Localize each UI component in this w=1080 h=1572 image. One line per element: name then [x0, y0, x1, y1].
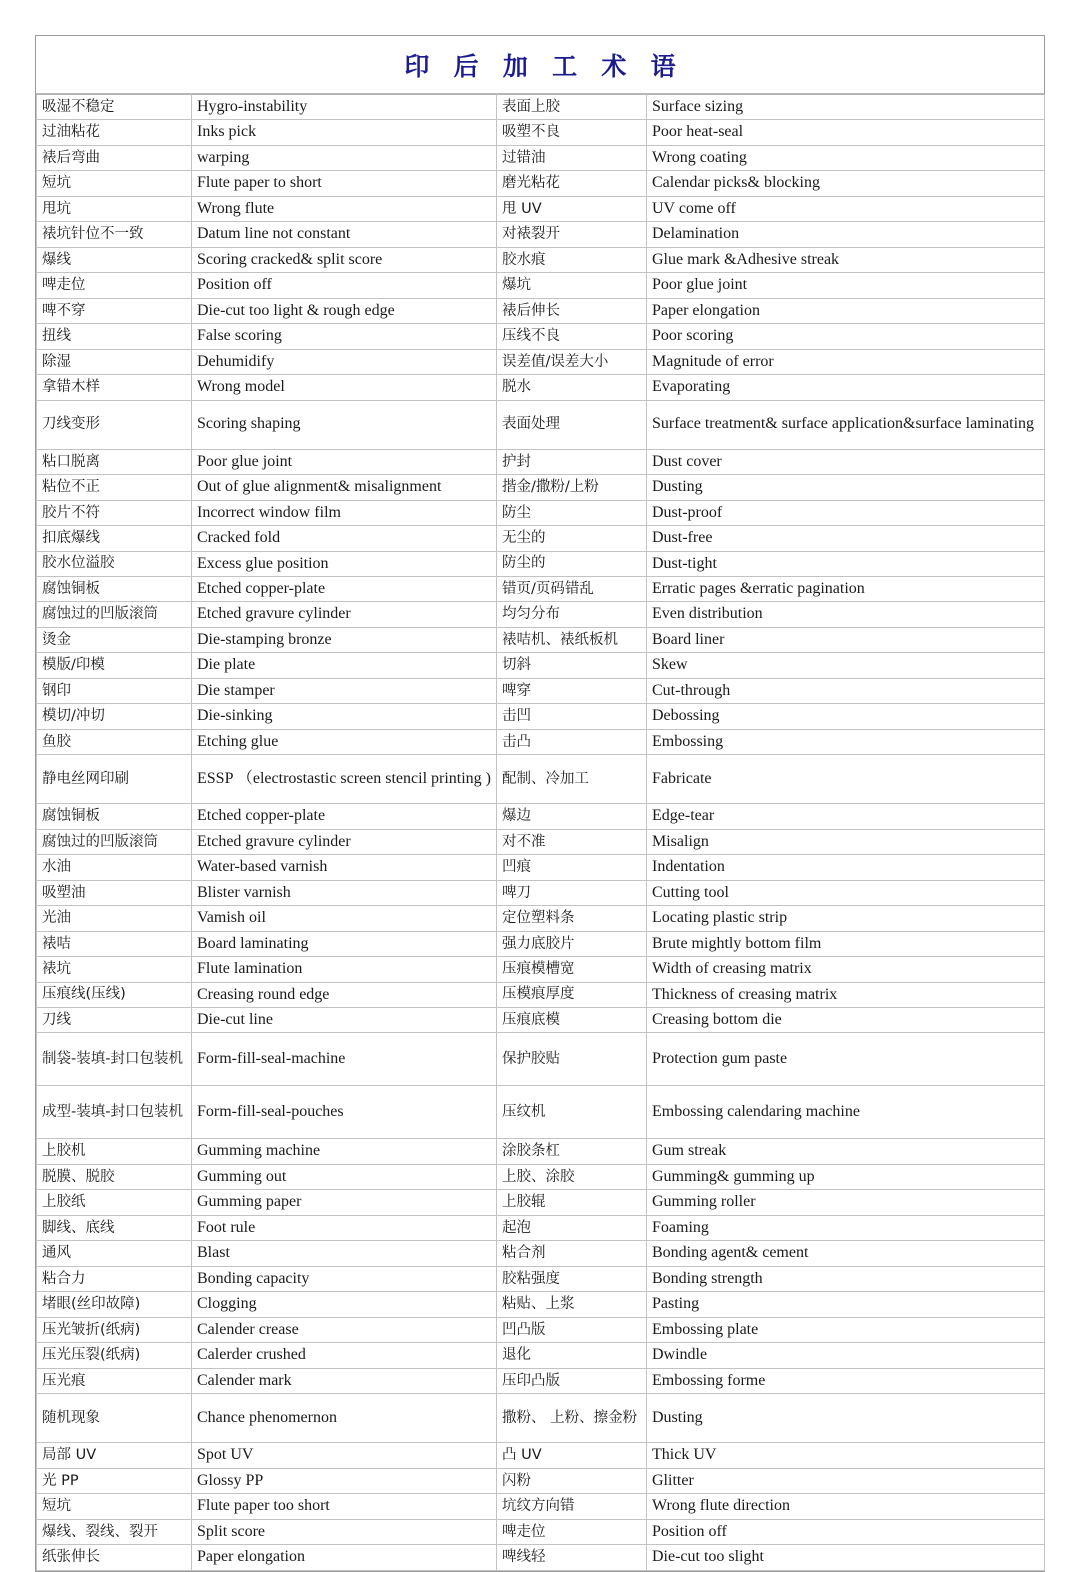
term-en-left: Die-stamping bronze: [192, 627, 497, 652]
term-en-left: Datum line not constant: [192, 222, 497, 247]
term-zh-right: 切斜: [497, 653, 647, 678]
term-zh-right: 粘贴、上浆: [497, 1292, 647, 1317]
term-en-right: Locating plastic strip: [647, 906, 1045, 931]
table-row: [37, 627, 1045, 652]
term-en-left: Poor glue joint: [192, 449, 497, 474]
term-zh-left: 脚线、底线: [37, 1215, 192, 1240]
term-en-right: Bonding strength: [647, 1266, 1045, 1291]
term-en-right: UV come off: [647, 196, 1045, 221]
term-en-right: Surface treatment& surface application&surface laminating: [647, 400, 1045, 449]
table-row: [37, 1368, 1045, 1393]
term-en-left: Creasing round edge: [192, 982, 497, 1007]
term-en-left: Etched copper-plate: [192, 576, 497, 601]
term-en-right: Brute mightly bottom film: [647, 931, 1045, 956]
table-row: [37, 1317, 1045, 1342]
table-row: [37, 475, 1045, 500]
term-en-left: Foot rule: [192, 1215, 497, 1240]
table-row: [37, 576, 1045, 601]
term-en-right: Delamination: [647, 222, 1045, 247]
term-en-right: Wrong flute direction: [647, 1494, 1045, 1519]
table-row: [37, 1033, 1045, 1086]
table-row: [37, 1164, 1045, 1189]
term-zh-right: 涂胶条杠: [497, 1139, 647, 1164]
term-en-left: Out of glue alignment& misalignment: [192, 475, 497, 500]
term-zh-right: 压印凸版: [497, 1368, 647, 1393]
table-row: [37, 829, 1045, 854]
term-en-left: ESSP （electrostastic screen stencil printing ): [192, 755, 497, 804]
term-en-left: Glossy PP: [192, 1468, 497, 1493]
term-en-right: Dust cover: [647, 449, 1045, 474]
term-zh-right: 脱水: [497, 375, 647, 400]
term-zh-right: 表面处理: [497, 400, 647, 449]
term-zh-left: 短坑: [37, 171, 192, 196]
term-zh-left: 扭线: [37, 324, 192, 349]
term-zh-right: 击凹: [497, 704, 647, 729]
term-en-right: Evaporating: [647, 375, 1045, 400]
term-zh-right: 压纹机: [497, 1086, 647, 1139]
term-zh-left: 鱼胶: [37, 729, 192, 754]
table-row: [37, 1394, 1045, 1443]
term-zh-left: 腐蚀过的凹版滚筒: [37, 602, 192, 627]
term-en-left: Position off: [192, 273, 497, 298]
table-row: [37, 855, 1045, 880]
term-en-left: Blast: [192, 1241, 497, 1266]
term-en-left: Wrong flute: [192, 196, 497, 221]
glossary-table: [36, 94, 1045, 1571]
term-en-right: Calendar picks& blocking: [647, 171, 1045, 196]
term-zh-left: 堵眼(丝印故障): [37, 1292, 192, 1317]
term-zh-left: 刀线: [37, 1008, 192, 1033]
term-en-right: Edge-tear: [647, 804, 1045, 829]
term-zh-left: 啤不穿: [37, 298, 192, 323]
term-en-right: Poor heat-seal: [647, 120, 1045, 145]
table-row: [37, 1494, 1045, 1519]
term-zh-left: 钢印: [37, 678, 192, 703]
table-row: [37, 375, 1045, 400]
term-zh-right: 凸 UV: [497, 1443, 647, 1468]
term-en-left: Die-cut too light & rough edge: [192, 298, 497, 323]
term-en-right: Skew: [647, 653, 1045, 678]
term-zh-right: 强力底胶片: [497, 931, 647, 956]
term-zh-left: 过油粘花: [37, 120, 192, 145]
term-en-right: Dust-free: [647, 526, 1045, 551]
table-row: [37, 982, 1045, 1007]
term-zh-left: 吸塑油: [37, 880, 192, 905]
term-en-left: Incorrect window film: [192, 500, 497, 525]
term-en-left: False scoring: [192, 324, 497, 349]
term-zh-right: 上胶、涂胶: [497, 1164, 647, 1189]
term-en-right: Die-cut too slight: [647, 1545, 1045, 1570]
term-zh-left: 腐蚀过的凹版滚筒: [37, 829, 192, 854]
term-en-left: Cracked fold: [192, 526, 497, 551]
term-zh-right: 揩金/撒粉/上粉: [497, 475, 647, 500]
term-en-left: Form-fill-seal-pouches: [192, 1086, 497, 1139]
table-row: [37, 222, 1045, 247]
term-zh-right: 凹凸版: [497, 1317, 647, 1342]
term-zh-right: 胶粘强度: [497, 1266, 647, 1291]
term-zh-left: 粘口脱离: [37, 449, 192, 474]
term-zh-left: 烫金: [37, 627, 192, 652]
term-zh-left: 爆线: [37, 247, 192, 272]
term-zh-left: 裱后弯曲: [37, 145, 192, 170]
table-row: [37, 1468, 1045, 1493]
term-zh-left: 刀线变形: [37, 400, 192, 449]
term-en-right: Position off: [647, 1519, 1045, 1544]
term-zh-right: 磨光粘花: [497, 171, 647, 196]
term-en-right: Pasting: [647, 1292, 1045, 1317]
term-en-left: Spot UV: [192, 1443, 497, 1468]
term-zh-left: 粘合力: [37, 1266, 192, 1291]
term-en-left: Bonding capacity: [192, 1266, 497, 1291]
term-en-right: Embossing plate: [647, 1317, 1045, 1342]
term-en-right: Bonding agent& cement: [647, 1241, 1045, 1266]
term-zh-left: 裱坑针位不一致: [37, 222, 192, 247]
term-en-right: Dust-proof: [647, 500, 1045, 525]
term-en-left: Flute lamination: [192, 957, 497, 982]
term-zh-left: 随机现象: [37, 1394, 192, 1443]
term-zh-right: 压模痕厚度: [497, 982, 647, 1007]
term-zh-right: 凹痕: [497, 855, 647, 880]
term-en-left: Gumming out: [192, 1164, 497, 1189]
table-row: [37, 120, 1045, 145]
term-zh-right: 保护胶贴: [497, 1033, 647, 1086]
term-zh-right: 错页/页码错乱: [497, 576, 647, 601]
table-row: [37, 247, 1045, 272]
table-row: [37, 1443, 1045, 1468]
term-zh-right: 均匀分布: [497, 602, 647, 627]
term-zh-left: 上胶纸: [37, 1190, 192, 1215]
term-zh-right: 坑纹方向错: [497, 1494, 647, 1519]
term-zh-right: 啤走位: [497, 1519, 647, 1544]
term-en-left: Etching glue: [192, 729, 497, 754]
term-zh-right: 对不准: [497, 829, 647, 854]
term-en-right: Protection gum paste: [647, 1033, 1045, 1086]
table-row: [37, 1190, 1045, 1215]
term-en-right: Misalign: [647, 829, 1045, 854]
term-zh-right: 压线不良: [497, 324, 647, 349]
term-zh-left: 模版/印模: [37, 653, 192, 678]
table-row: [37, 95, 1045, 120]
term-en-right: Debossing: [647, 704, 1045, 729]
glossary-sheet: [35, 35, 1045, 1572]
table-row: [37, 551, 1045, 576]
term-en-right: Embossing forme: [647, 1368, 1045, 1393]
term-zh-left: 模切/冲切: [37, 704, 192, 729]
term-en-left: Gumming paper: [192, 1190, 497, 1215]
term-en-left: Die-cut line: [192, 1008, 497, 1033]
term-zh-left: 水油: [37, 855, 192, 880]
term-zh-left: 光油: [37, 906, 192, 931]
term-en-right: Even distribution: [647, 602, 1045, 627]
term-en-left: Chance phenomernon: [192, 1394, 497, 1443]
term-en-left: Vamish oil: [192, 906, 497, 931]
term-zh-right: 对裱裂开: [497, 222, 647, 247]
term-zh-left: 脱膜、脱胶: [37, 1164, 192, 1189]
title-row: [36, 36, 1044, 94]
term-en-right: Magnitude of error: [647, 349, 1045, 374]
term-zh-right: 闪粉: [497, 1468, 647, 1493]
term-zh-left: 拿错木样: [37, 375, 192, 400]
term-en-left: Flute paper to short: [192, 171, 497, 196]
term-zh-right: 起泡: [497, 1215, 647, 1240]
table-row: [37, 500, 1045, 525]
term-zh-left: 胶片不符: [37, 500, 192, 525]
term-en-right: Poor scoring: [647, 324, 1045, 349]
term-zh-left: 静电丝网印刷: [37, 755, 192, 804]
term-zh-right: 爆边: [497, 804, 647, 829]
term-en-left: Wrong model: [192, 375, 497, 400]
term-zh-left: 吸湿不稳定: [37, 95, 192, 120]
term-zh-left: 纸张伸长: [37, 1545, 192, 1570]
term-en-right: Width of creasing matrix: [647, 957, 1045, 982]
term-en-right: Surface sizing: [647, 95, 1045, 120]
term-zh-right: 防尘: [497, 500, 647, 525]
term-zh-left: 啤走位: [37, 273, 192, 298]
table-row: [37, 906, 1045, 931]
term-en-right: Glue mark &Adhesive streak: [647, 247, 1045, 272]
term-zh-right: 击凸: [497, 729, 647, 754]
term-en-left: Hygro-instability: [192, 95, 497, 120]
term-en-right: Indentation: [647, 855, 1045, 880]
term-zh-left: 压痕线(压线): [37, 982, 192, 1007]
term-en-left: Dehumidify: [192, 349, 497, 374]
term-zh-left: 爆线、裂线、裂开: [37, 1519, 192, 1544]
term-zh-left: 制袋-装填-封口包装机: [37, 1033, 192, 1086]
table-row: [37, 880, 1045, 905]
term-zh-left: 裱咭: [37, 931, 192, 956]
term-zh-left: 成型-装填-封口包装机: [37, 1086, 192, 1139]
term-zh-right: 表面上胶: [497, 95, 647, 120]
term-en-right: Creasing bottom die: [647, 1008, 1045, 1033]
table-row: [37, 400, 1045, 449]
term-zh-right: 爆坑: [497, 273, 647, 298]
term-zh-left: 粘位不正: [37, 475, 192, 500]
term-en-left: Blister varnish: [192, 880, 497, 905]
term-en-left: Water-based varnish: [192, 855, 497, 880]
table-row: [37, 196, 1045, 221]
table-row: [37, 704, 1045, 729]
table-row: [37, 653, 1045, 678]
term-zh-right: 过错油: [497, 145, 647, 170]
term-en-right: Glitter: [647, 1468, 1045, 1493]
table-row: [37, 1008, 1045, 1033]
term-zh-right: 裱后伸长: [497, 298, 647, 323]
term-en-left: Etched copper-plate: [192, 804, 497, 829]
table-row: [37, 1266, 1045, 1291]
term-zh-right: 粘合剂: [497, 1241, 647, 1266]
term-en-left: Form-fill-seal-machine: [192, 1033, 497, 1086]
term-en-right: Board liner: [647, 627, 1045, 652]
term-zh-left: 胶水位溢胶: [37, 551, 192, 576]
term-zh-left: 短坑: [37, 1494, 192, 1519]
term-zh-left: 腐蚀铜板: [37, 804, 192, 829]
term-zh-left: 压光皱折(纸病): [37, 1317, 192, 1342]
term-zh-right: 退化: [497, 1343, 647, 1368]
table-row: [37, 1343, 1045, 1368]
term-en-left: Scoring shaping: [192, 400, 497, 449]
term-en-left: Split score: [192, 1519, 497, 1544]
term-zh-right: 误差值/误差大小: [497, 349, 647, 374]
term-en-right: Cutting tool: [647, 880, 1045, 905]
term-zh-right: 吸塑不良: [497, 120, 647, 145]
table-row: [37, 1139, 1045, 1164]
term-en-right: Poor glue joint: [647, 273, 1045, 298]
term-en-right: Gumming& gumming up: [647, 1164, 1045, 1189]
term-en-left: warping: [192, 145, 497, 170]
term-en-right: Fabricate: [647, 755, 1045, 804]
term-en-left: Gumming machine: [192, 1139, 497, 1164]
term-en-right: Dusting: [647, 1394, 1045, 1443]
term-zh-left: 甩坑: [37, 196, 192, 221]
term-en-right: Thick UV: [647, 1443, 1045, 1468]
term-zh-right: 胶水痕: [497, 247, 647, 272]
term-en-left: Die plate: [192, 653, 497, 678]
table-row: [37, 1545, 1045, 1570]
table-row: [37, 729, 1045, 754]
table-row: [37, 1519, 1045, 1544]
term-zh-left: 裱坑: [37, 957, 192, 982]
term-zh-left: 腐蚀铜板: [37, 576, 192, 601]
table-row: [37, 931, 1045, 956]
table-row: [37, 1292, 1045, 1317]
term-zh-left: 扣底爆线: [37, 526, 192, 551]
term-en-left: Die-sinking: [192, 704, 497, 729]
term-en-left: Inks pick: [192, 120, 497, 145]
term-en-right: Thickness of creasing matrix: [647, 982, 1045, 1007]
table-row: [37, 449, 1045, 474]
term-en-right: Gum streak: [647, 1139, 1045, 1164]
term-zh-left: 压光压裂(纸病): [37, 1343, 192, 1368]
table-row: [37, 957, 1045, 982]
term-zh-right: 配制、冷加工: [497, 755, 647, 804]
term-zh-right: 啤穿: [497, 678, 647, 703]
term-en-left: Scoring cracked& split score: [192, 247, 497, 272]
term-en-right: Dusting: [647, 475, 1045, 500]
term-zh-right: 压痕模槽宽: [497, 957, 647, 982]
term-en-right: Cut-through: [647, 678, 1045, 703]
table-row: [37, 1215, 1045, 1240]
term-zh-left: 局部 UV: [37, 1443, 192, 1468]
term-en-left: Calender mark: [192, 1368, 497, 1393]
term-en-left: Calerder crushed: [192, 1343, 497, 1368]
term-en-right: Erratic pages &erratic pagination: [647, 576, 1045, 601]
term-en-right: Gumming roller: [647, 1190, 1045, 1215]
term-en-left: Excess glue position: [192, 551, 497, 576]
term-en-left: Calender crease: [192, 1317, 497, 1342]
table-row: [37, 526, 1045, 551]
term-en-right: Embossing calendaring machine: [647, 1086, 1045, 1139]
table-row: [37, 145, 1045, 170]
term-zh-left: 光 PP: [37, 1468, 192, 1493]
table-row: [37, 678, 1045, 703]
term-en-left: Flute paper too short: [192, 1494, 497, 1519]
table-row: [37, 1241, 1045, 1266]
term-zh-right: 无尘的: [497, 526, 647, 551]
term-en-right: Dwindle: [647, 1343, 1045, 1368]
table-row: [37, 804, 1045, 829]
term-zh-right: 上胶辊: [497, 1190, 647, 1215]
term-zh-right: 甩 UV: [497, 196, 647, 221]
term-en-left: Clogging: [192, 1292, 497, 1317]
term-en-right: Foaming: [647, 1215, 1045, 1240]
glossary-table-body: [37, 95, 1045, 1571]
term-en-right: Dust-tight: [647, 551, 1045, 576]
term-zh-left: 除湿: [37, 349, 192, 374]
term-zh-right: 啤刀: [497, 880, 647, 905]
term-zh-right: 撒粉、 上粉、擦金粉: [497, 1394, 647, 1443]
table-row: [37, 349, 1045, 374]
term-zh-right: 裱咭机、裱纸板机: [497, 627, 647, 652]
page-title: 印 后 加 工 术 语: [404, 53, 685, 81]
term-zh-right: 护封: [497, 449, 647, 474]
term-en-right: Wrong coating: [647, 145, 1045, 170]
term-zh-left: 通风: [37, 1241, 192, 1266]
table-row: [37, 602, 1045, 627]
table-row: [37, 324, 1045, 349]
table-row: [37, 1086, 1045, 1139]
term-en-right: Embossing: [647, 729, 1045, 754]
term-en-left: Etched gravure cylinder: [192, 829, 497, 854]
term-zh-right: 压痕底模: [497, 1008, 647, 1033]
term-en-left: Die stamper: [192, 678, 497, 703]
term-zh-right: 啤线轻: [497, 1545, 647, 1570]
term-en-right: Paper elongation: [647, 298, 1045, 323]
term-zh-left: 压光痕: [37, 1368, 192, 1393]
term-zh-right: 防尘的: [497, 551, 647, 576]
table-row: [37, 755, 1045, 804]
table-row: [37, 171, 1045, 196]
term-zh-left: 上胶机: [37, 1139, 192, 1164]
term-en-left: Board laminating: [192, 931, 497, 956]
term-zh-right: 定位塑料条: [497, 906, 647, 931]
term-en-left: Etched gravure cylinder: [192, 602, 497, 627]
term-en-left: Paper elongation: [192, 1545, 497, 1570]
table-row: [37, 298, 1045, 323]
table-row: [37, 273, 1045, 298]
